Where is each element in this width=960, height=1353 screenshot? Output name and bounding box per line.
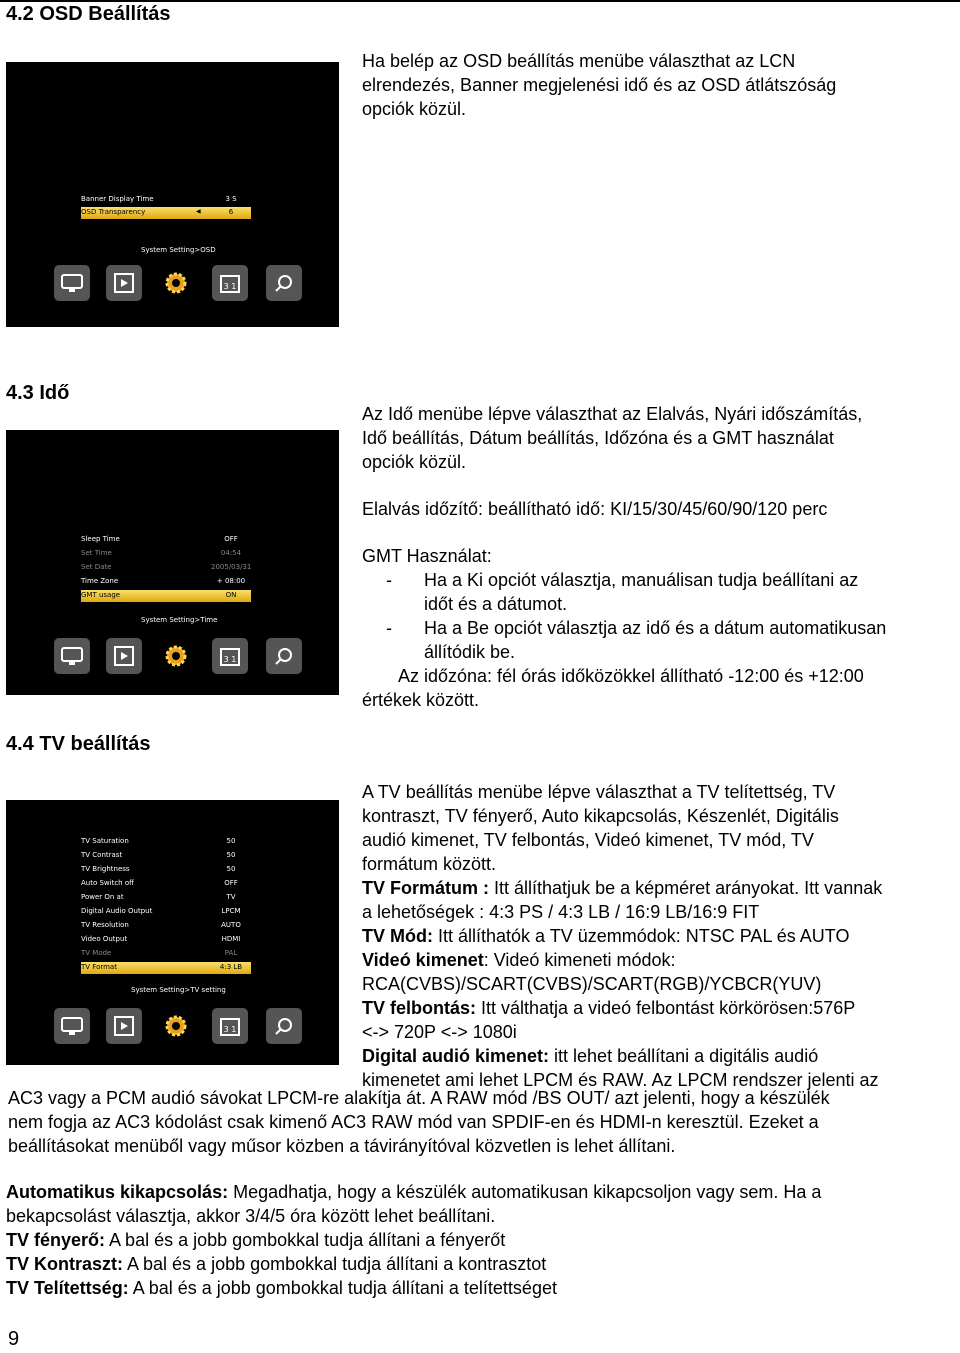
menu-row [81,878,251,890]
menu-row-value: 4:3 LB [219,963,243,971]
timezone-text [362,664,957,712]
text-line: Ha belép az OSD beállítás menübe választhat az LCN [362,51,796,71]
film-icon [106,1008,142,1044]
text-line: Ha a Ki opciót választja, manuálisan tudja beállítani az [424,570,859,590]
term-text: itt lehet beállítani a digitális audió [549,1046,819,1066]
menu-row [81,892,251,904]
section-heading-tv: 4.4 TV beállítás [6,733,151,755]
text-line: állítódik be. [424,642,516,662]
term-text: A bal és a jobb gombokkal tudja állítani a kontrasztot [123,1254,547,1274]
menu-row-value: 6 [228,208,234,216]
left-arrow-icon: ◀ [196,208,201,215]
tv-icon [54,1008,90,1044]
page-number: 9 [8,1328,20,1350]
section-heading-osd: 4.2 OSD Beállítás [6,3,171,25]
text-line: Elalvás időzítő: beállítható idő: KI/15/30/45/60/90/120 perc [362,499,828,519]
section-heading-time: 4.3 Idő [6,382,70,404]
text-line: Az Idő menübe lépve választhat az Elalvás, Nyári időszámítás, [362,404,863,424]
text-line: Idő beállítás, Dátum beállítás, Időzóna és a GMT használat [362,428,834,448]
text-line: elrendezés, Banner megjelenési idő és az OSD átlátszóság [362,75,837,95]
text-line [6,1252,956,1276]
tv-description [362,780,958,1092]
text-line: bekapcsolást választja, akkor 3/4/5 óra között lehet beállítani. [6,1206,496,1226]
term-text: Megadhatja, hogy a készülék automatikusan kikapcsoljon vagy sem. Ha a [228,1182,822,1202]
menu-row-label: TV Saturation [81,837,129,845]
gmt-title: GMT Használat: [362,546,492,566]
menu-row-label: Set Date [81,563,112,571]
settings-gear-icon [158,265,194,301]
menu-row-label: Video Output [81,935,128,943]
text-line [362,996,958,1020]
menu-row-value: + 08:00 [216,577,246,585]
menu-row-value: OFF [224,879,238,887]
text-line: kimenetet ami lehet LPCM és RAW. Az LPCM rendszer jelenti az [362,1070,879,1090]
film-icon [106,638,142,674]
menu-row-value: PAL [224,949,238,957]
menu-row-value: 50 [226,851,236,859]
right-arrow-icon: ▶ [252,208,257,215]
text-line: kontraszt, TV fényerő, Auto kikapcsolás, Készenlét, Digitális [362,806,839,826]
menu-row [81,934,251,946]
gmt-item-off [362,568,957,616]
text-line: beállításokat menüből vagy műsor közben a távirányítóval közvetlen is lehet állítani. [8,1136,676,1156]
term-tv-brightness: TV fényerő: [6,1230,106,1250]
film-icon [106,265,142,301]
calendar-icon [212,265,248,301]
icon-bar [54,265,304,311]
settings-gear-icon [158,638,194,674]
menu-row [81,562,251,574]
term-text: Itt állíthatók a TV üzemmódok: NTSC PAL és AUTO [432,926,850,946]
menu-row-label: Auto Switch off [81,879,134,887]
top-rule [0,0,960,2]
text-line: RCA(CVBS)/SCART(CVBS)/SCART(RGB)/YCBCR(YUV) [362,974,822,994]
tv-icon [54,638,90,674]
menu-row [81,850,251,862]
term-video-output: Videó kimenet [362,950,484,970]
term-tv-format: TV Formátum : [362,878,490,898]
text-line: formátum között. [362,854,497,874]
menu-row-label: TV Brightness [81,865,130,873]
icon-bar [54,638,304,684]
menu-row-label: Power On at [81,893,124,901]
text-line: audió kimenet, TV felbontás, Videó kimenet, TV mód, TV [362,830,814,850]
text-line: A TV beállítás menübe lépve választhat a TV telítettség, TV [362,782,836,802]
audio-full-width-text [8,1086,958,1158]
text-line: a lehetőségek : 4:3 PS / 4:3 LB / 16:9 LB/16:9 FIT [362,902,760,922]
menu-row-label: TV Contrast [81,851,123,859]
menu-row [81,548,251,560]
menu-row-label: TV Format [81,963,117,971]
text-line [6,1276,956,1300]
tv-settings-details [6,1180,956,1300]
menu-row [81,194,251,206]
term-tv-mode: TV Mód: [362,926,433,946]
menu-row-selected [81,962,251,974]
menu-row-label: OSD Transparency [81,208,146,216]
menu-row-value: AUTO [221,921,241,929]
term-tv-saturation: TV Telítettség: [6,1278,129,1298]
menu-row-value: LPCM [221,907,241,915]
term-text: A bal és a jobb gombokkal tudja állítani a fényerőt [105,1230,506,1250]
dash-bullet: - [386,618,392,638]
menu-row-value: ON [225,591,237,599]
menu-row-value: OFF [224,535,238,543]
menu-row-label: Banner Display Time [81,195,154,203]
menu-row [81,906,251,918]
term-tv-resolution: TV felbontás: [362,998,477,1018]
text-line: Az időzóna: fél órás időközökkel állítható -12:00 és +12:00 [398,666,864,686]
menu-row [81,920,251,932]
text-line [362,876,958,900]
menu-row [81,576,251,588]
text-line [6,1180,956,1204]
menu-row [81,534,251,546]
text-line: nem fogja az AC3 kódolást csak kimenő AC3 RAW mód van SPDIF-en és HDMI-n keresztül. Ezeket a [8,1112,819,1132]
menu-row-label: Set Time [81,549,112,557]
tv-icon [54,265,90,301]
time-description [362,402,957,474]
menu-row [81,836,251,848]
calendar-icon [212,638,248,674]
menu-row-value: 3 S [225,195,237,203]
tv-menu-screenshot [6,800,339,1065]
menu-row-value: TV [226,893,236,901]
term-auto-off: Automatikus kikapcsolás: [6,1182,229,1202]
time-menu-screenshot [6,430,339,695]
search-icon [266,265,302,301]
menu-breadcrumb: System Setting>TV setting [131,986,226,994]
term-digital-audio: Digital audió kimenet: [362,1046,550,1066]
menu-row-value: 50 [226,837,236,845]
text-line: értékek között. [362,690,480,710]
osd-menu-screenshot [6,62,339,327]
menu-row-selected [81,590,251,602]
menu-row-label: TV Resolution [81,921,129,929]
menu-breadcrumb: System Setting>OSD [141,246,216,254]
svg-text:3 1: 3 1 [223,655,237,664]
text-line: Ha a Be opciót választja az idő és a dátum automatikusan [424,618,887,638]
gmt-item-on [362,616,957,664]
menu-row-label: TV Mode [81,949,112,957]
term-text: A bal és a jobb gombokkal tudja állítani a telítettséget [128,1278,557,1298]
term-tv-contrast: TV Kontraszt: [6,1254,123,1274]
search-icon [266,1008,302,1044]
menu-row-label: Digital Audio Output [81,907,153,915]
menu-row-selected [81,207,257,219]
text-line: opciók közül. [362,452,467,472]
text-line: opciók közül. [362,99,467,119]
menu-row-label: Sleep Time [81,535,120,543]
svg-text:3 1: 3 1 [223,282,237,291]
menu-row-value: 04:54 [220,549,242,557]
gmt-usage-text [362,544,957,568]
text-line [362,924,958,948]
text-line [362,1044,958,1068]
icon-bar [54,1008,304,1054]
search-icon [266,638,302,674]
calendar-icon [212,1008,248,1044]
term-text: : Videó kimeneti módok: [483,950,676,970]
svg-text:3 1: 3 1 [223,1025,237,1034]
dash-bullet: - [386,570,392,590]
term-text: Itt állíthatjuk be a képméret arányokat. Itt vannak [489,878,883,898]
menu-breadcrumb: System Setting>Time [141,616,218,624]
menu-row [81,948,251,960]
menu-row-label: Time Zone [81,577,119,585]
menu-row-value: 2005/03/31 [211,563,252,571]
text-line: <-> 720P <-> 1080i [362,1022,517,1042]
osd-description [362,49,952,121]
text-line [6,1228,956,1252]
settings-gear-icon [158,1008,194,1044]
term-text: Itt válthatja a videó felbontást körkörösen:576P [476,998,856,1018]
text-line: AC3 vagy a PCM audió sávokat LPCM-re alakítja át. A RAW mód /BS OUT/ azt jelenti, hogy a készülék [8,1088,830,1108]
sleep-timer-text [362,497,957,521]
menu-row [81,864,251,876]
text-line [362,948,958,972]
menu-row-value: HDMI [221,935,241,943]
text-line: időt és a dátumot. [424,594,568,614]
menu-row-value: 50 [226,865,236,873]
menu-row-label: GMT usage [81,591,121,599]
